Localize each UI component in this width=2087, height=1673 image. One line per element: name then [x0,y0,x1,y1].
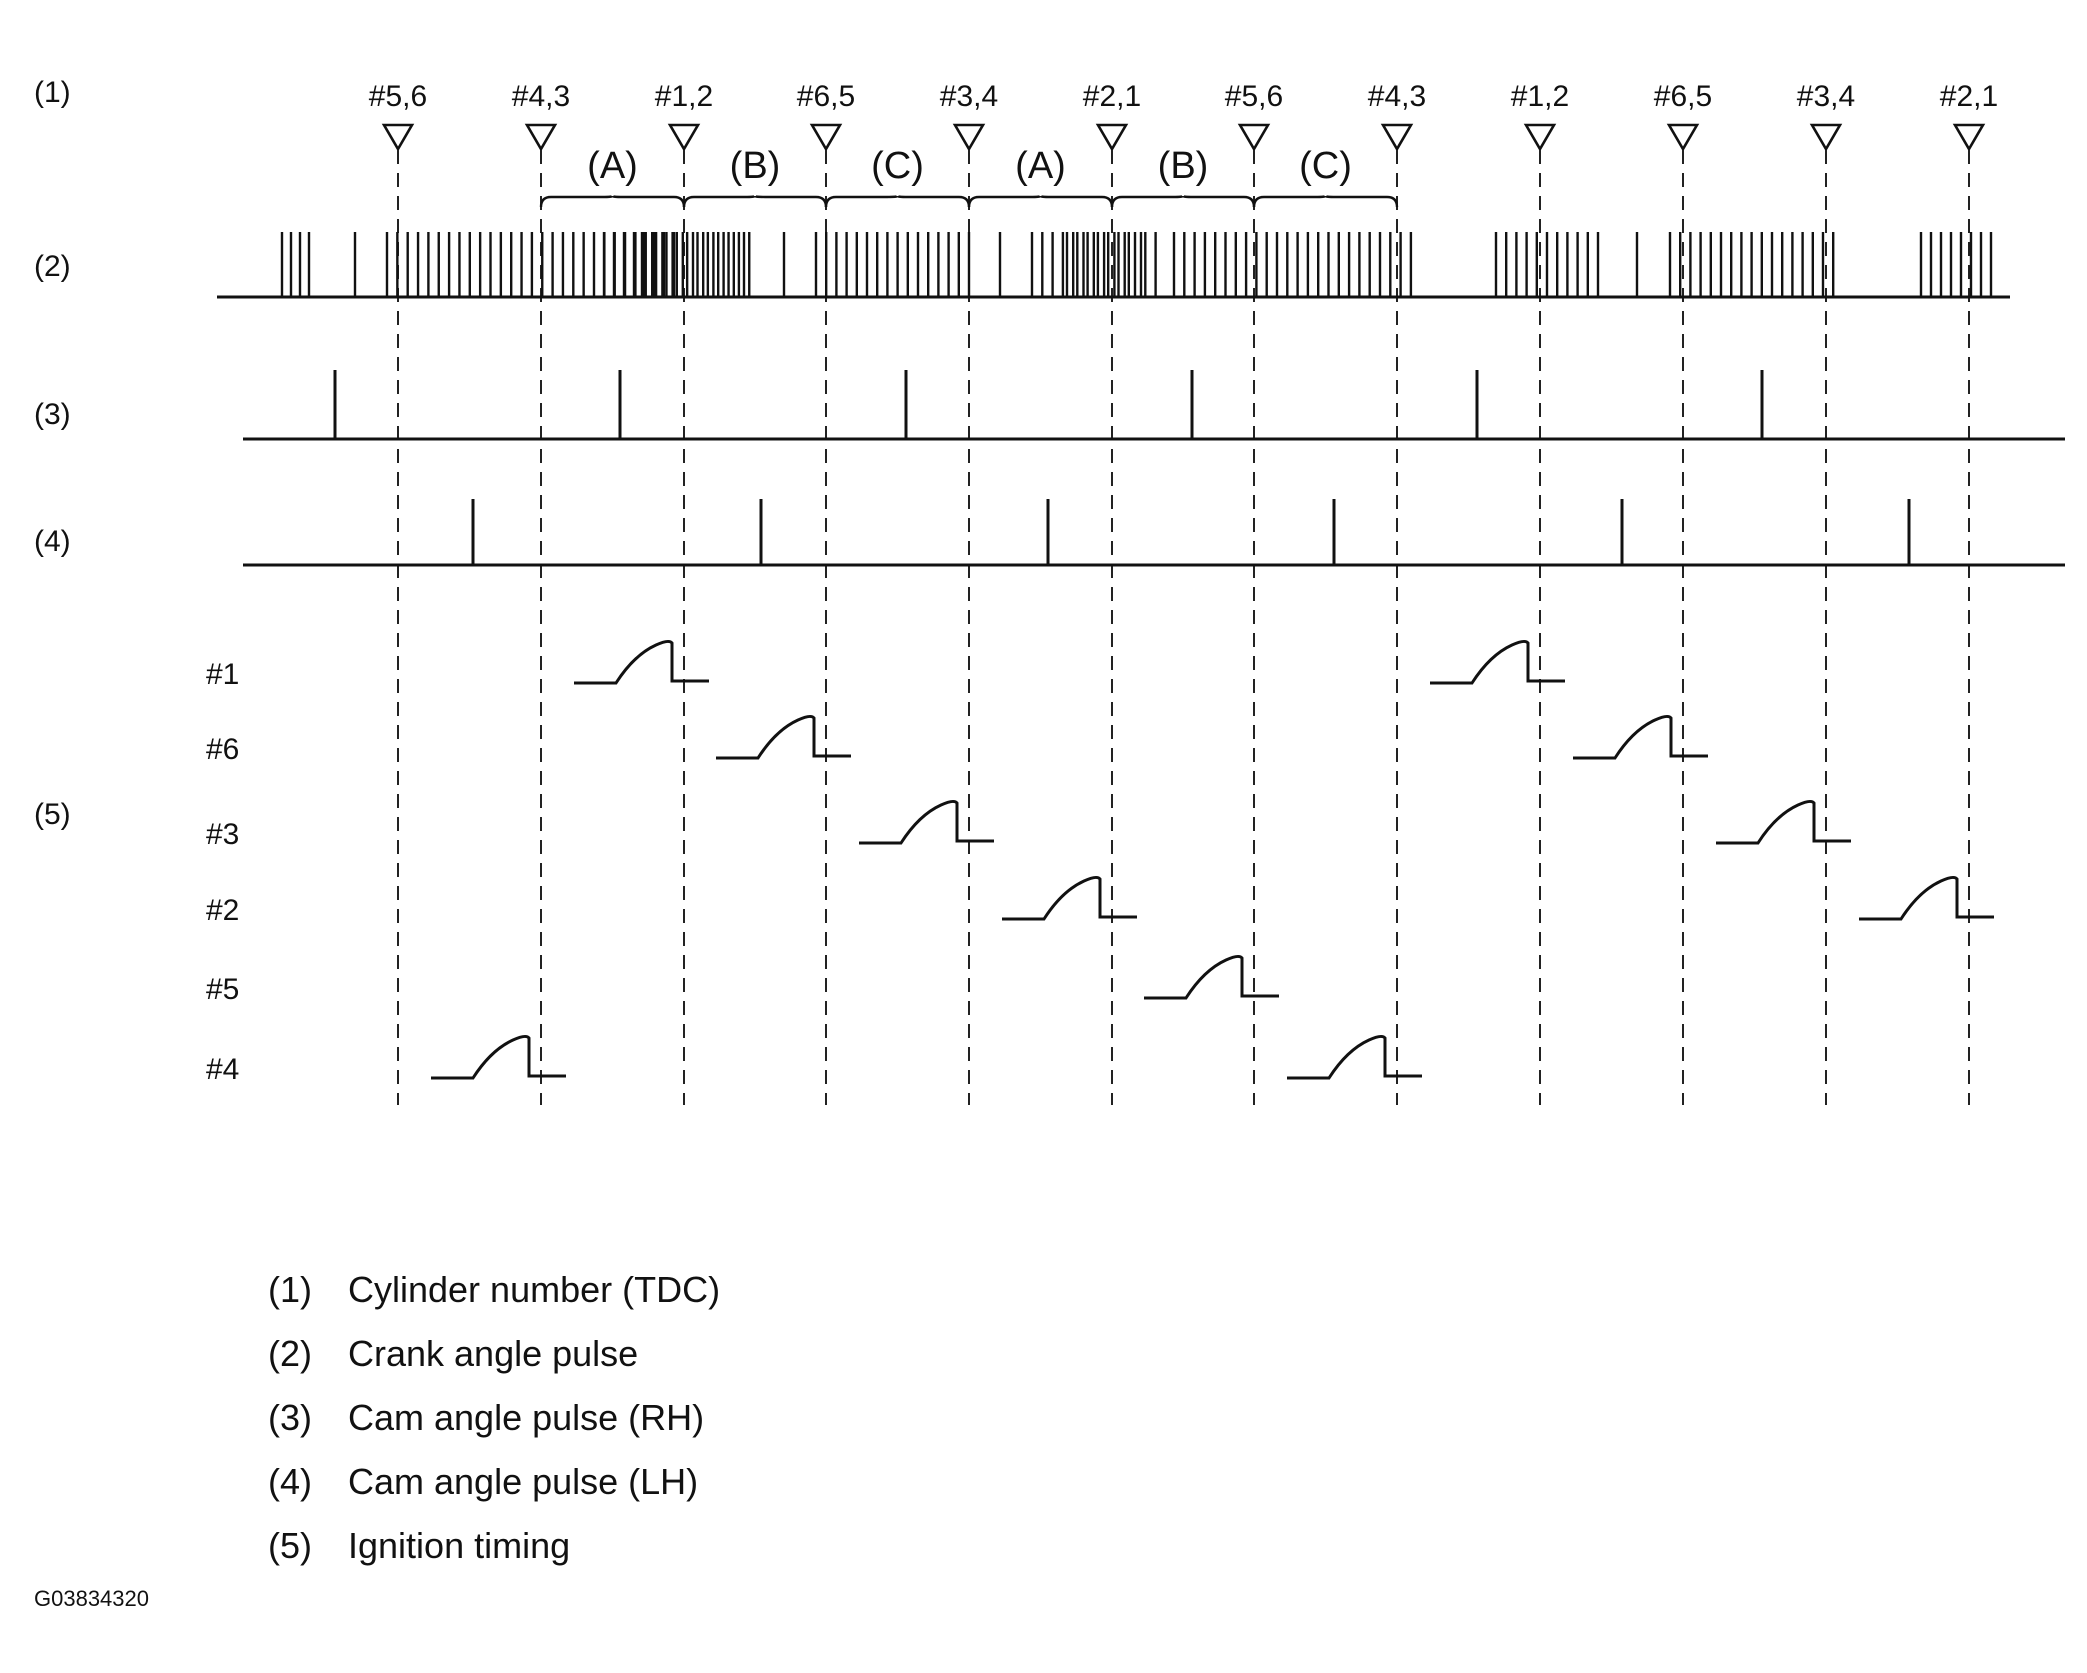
row-label-1: (1) [34,76,71,109]
ignition-waveform [1573,716,1708,758]
tdc-triangle-icon [670,125,698,149]
segment-label: (A) [587,145,638,187]
ignition-waveform [1002,877,1137,919]
tdc-triangle-icon [955,125,983,149]
cylinder-label: #4 [206,1053,240,1086]
tdc-marker-label: #2,1 [1939,80,1999,113]
ignition-waveform [1144,956,1279,998]
tdc-triangle-icon [1383,125,1411,149]
legend-number: (3) [268,1397,312,1438]
ignition-waveform [574,641,709,683]
tdc-marker-label: #2,1 [1082,80,1142,113]
ignition-waveform [1430,641,1565,683]
segment-brace [1254,196,1397,207]
tdc-triangle-icon [1526,125,1554,149]
tdc-marker-label: #6,5 [796,80,856,113]
cam-angle-pulse-lh-signal [243,499,2065,565]
row-label-5: (5) [34,798,71,831]
segment-label: (B) [729,145,781,187]
cylinder-label: #1 [206,658,240,691]
segment-brace [826,196,969,207]
crank-angle-pulse-signal [217,232,2010,297]
segment-label: (A) [1015,145,1066,187]
cam-angle-pulse-rh-signal [243,370,2065,439]
legend-number: (4) [268,1461,312,1502]
ignition-waveform [859,801,994,843]
segment-label: (B) [1157,145,1209,187]
legend-text: Cylinder number (TDC) [348,1269,721,1310]
legend [268,1269,720,1566]
ignition-waveform [716,716,851,758]
tdc-marker-label: #3,4 [939,80,999,113]
tdc-marker-label: #4,3 [1367,80,1427,113]
ignition-timing-rows [206,641,1994,1086]
tdc-triangle-icon [1669,125,1697,149]
ignition-waveform [1859,877,1994,919]
tdc-marker-label: #5,6 [368,80,428,113]
legend-number: (2) [268,1333,312,1374]
tdc-marker-label: #4,3 [511,80,571,113]
segment-brace [684,196,826,207]
row-label-4: (4) [34,525,71,558]
legend-number: (1) [268,1269,312,1310]
figure-code: G03834320 [34,1586,149,1611]
legend-text: Ignition timing [348,1525,571,1566]
row-label-3: (3) [34,398,71,431]
row-label-2: (2) [34,250,71,283]
segment-brace [541,196,684,207]
segment-brace [969,196,1112,207]
ignition-waveform [1716,801,1851,843]
ignition-waveform [1287,1036,1422,1078]
cylinder-label: #3 [206,818,240,851]
tdc-triangle-icon [1098,125,1126,149]
legend-text: Cam angle pulse (LH) [348,1461,699,1502]
tdc-marker-label: #1,2 [654,80,714,113]
legend-text: Crank angle pulse [348,1333,639,1374]
tdc-marker-label: #3,4 [1796,80,1856,113]
tdc-triangle-icon [1240,125,1268,149]
segment-label: (C) [1299,145,1352,187]
cylinder-label: #6 [206,733,240,766]
cylinder-label: #2 [206,894,240,927]
tdc-marker-label: #1,2 [1510,80,1570,113]
tdc-triangle-icon [527,125,555,149]
tdc-triangle-icon [1812,125,1840,149]
segment-brace [1112,196,1254,207]
tdc-marker-label: #5,6 [1224,80,1284,113]
tdc-triangle-icon [1955,125,1983,149]
legend-text: Cam angle pulse (RH) [348,1397,705,1438]
tdc-triangle-icon [812,125,840,149]
tdc-triangle-icon [384,125,412,149]
tdc-marker-label: #6,5 [1653,80,1713,113]
cylinder-label: #5 [206,973,240,1006]
segment-label: (C) [871,145,924,187]
legend-number: (5) [268,1525,312,1566]
ignition-waveform [431,1036,566,1078]
